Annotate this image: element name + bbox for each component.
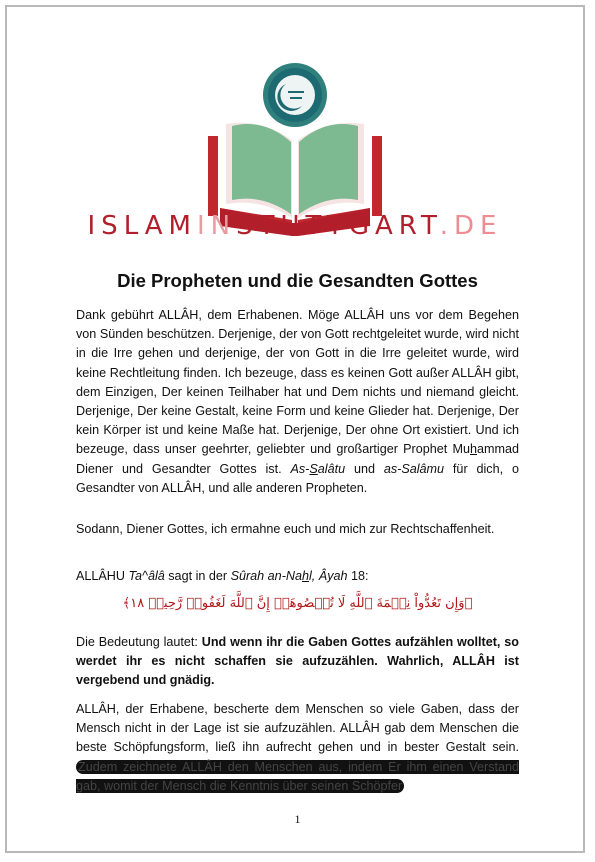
page-title: Die Propheten und die Gesandten Gottes	[117, 270, 478, 291]
term-as-salamu: as-Salâmu	[383, 461, 445, 476]
site-name	[80, 211, 510, 241]
paragraph-exhortation: Sodann, Diener Gottes, ich ermahne euch und mich zur Rechtschaffenheit.	[76, 522, 495, 536]
quran-verse: ﴿وَإِن تَعُدُّواْ نِعۡمَةَ ٱللَّهِ لَا تُحۡصُوهَآۗ إِنَّ ٱللَّهَ لَغَفُورٞ رَّحِيمٞ ١٨﴾	[122, 596, 473, 611]
term-as-salatu-a: As-	[290, 461, 310, 476]
paragraph-intro-underline: h	[469, 442, 477, 457]
term-as-salatu	[290, 462, 345, 476]
site-name-tld: .DE	[439, 211, 503, 241]
term-as-salatu-u: S	[309, 461, 318, 476]
paragraph-gifts	[76, 700, 519, 796]
meaning-label: Die Bedeutung lautet:	[76, 635, 202, 649]
surah-reference-a: Sûrah an-Na	[230, 569, 302, 583]
paragraph-intro-text-b: ammad Diener und Gesandter Gottes ist.	[76, 442, 519, 476]
quote-intro-text-a: ALLÂHU	[76, 569, 129, 583]
site-name-part2: IN	[197, 211, 237, 241]
term-taala: Ta^âlâ	[128, 569, 165, 583]
paragraph-intro-text-a: Dank gebührt ALLÂH, dem Erhabenen. Möge ALLÂH uns vor dem Begehen von Sünden beschützen. Derjenige, der von Gott rechtgeleitet wurde, wird nicht in die Irre gehen und derjenige, der von Gott in die Irre geleitet wurde, wird keine Rechtleitung finden. Ich bezeuge, dass es keinen Gott außer ALLÂH gibt, dem Einzigen, Der keinen Teilhaber hat und Dem nichts und niemand gleicht. Derjenige, Der keine Gestalt, keine Form und keine Glieder hat. Derjenige, Der kein Körper ist und keine Maße hat. Derjenige, Der ohne Ort existiert. Und ich bezeuge, dass unser geehrter, geliebter und großartiger Prophet Mu	[76, 308, 519, 457]
paragraph-gifts-text: ALLÂH, der Erhabene, bescherte dem Menschen so viele Gaben, dass der Mensch nicht in der Lage ist sie aufzuzählen. ALLÂH gab dem Menschen die beste Schöpfungsform, ließ ihn aufrecht gehen und in bester Gestalt sein.	[76, 702, 519, 755]
site-name-part3: STUTTGART	[236, 211, 440, 241]
paragraph-quote-intro	[76, 567, 519, 586]
highlighted-text: Zudem zeichnete ALLÂH den Menschen aus, indem Er ihm einen Verstand gab, womit der Mensch die Kenntnis über seinen Schöpfer	[76, 759, 519, 793]
site-name-part1: ISLAM	[87, 211, 197, 241]
surah-reference	[231, 569, 348, 583]
page-number: 1	[294, 812, 301, 826]
surah-reference-b: l, Âyah	[309, 569, 348, 583]
paragraph-meaning	[76, 633, 519, 691]
surah-reference-u: h	[301, 569, 309, 583]
quote-intro-text-c: 18:	[347, 569, 369, 583]
meaning-text: Und wenn ihr die Gaben Gottes aufzählen wolltet, so werdet ihr es nicht schaffen sie aufzuzählen. Wahrlich, ALLÂH ist vergebend und gnädig.	[76, 635, 519, 688]
paragraph-intro	[76, 306, 519, 498]
paragraph-intro-text-d: für dich, o Gesandter von ALLÂH, und alle anderen Propheten.	[76, 461, 519, 495]
quote-intro-text-b: sagt in der	[164, 569, 231, 583]
paragraph-intro-text-c: und	[345, 461, 384, 476]
term-as-salatu-b: alâtu	[317, 461, 346, 476]
seal-icon	[263, 63, 327, 127]
